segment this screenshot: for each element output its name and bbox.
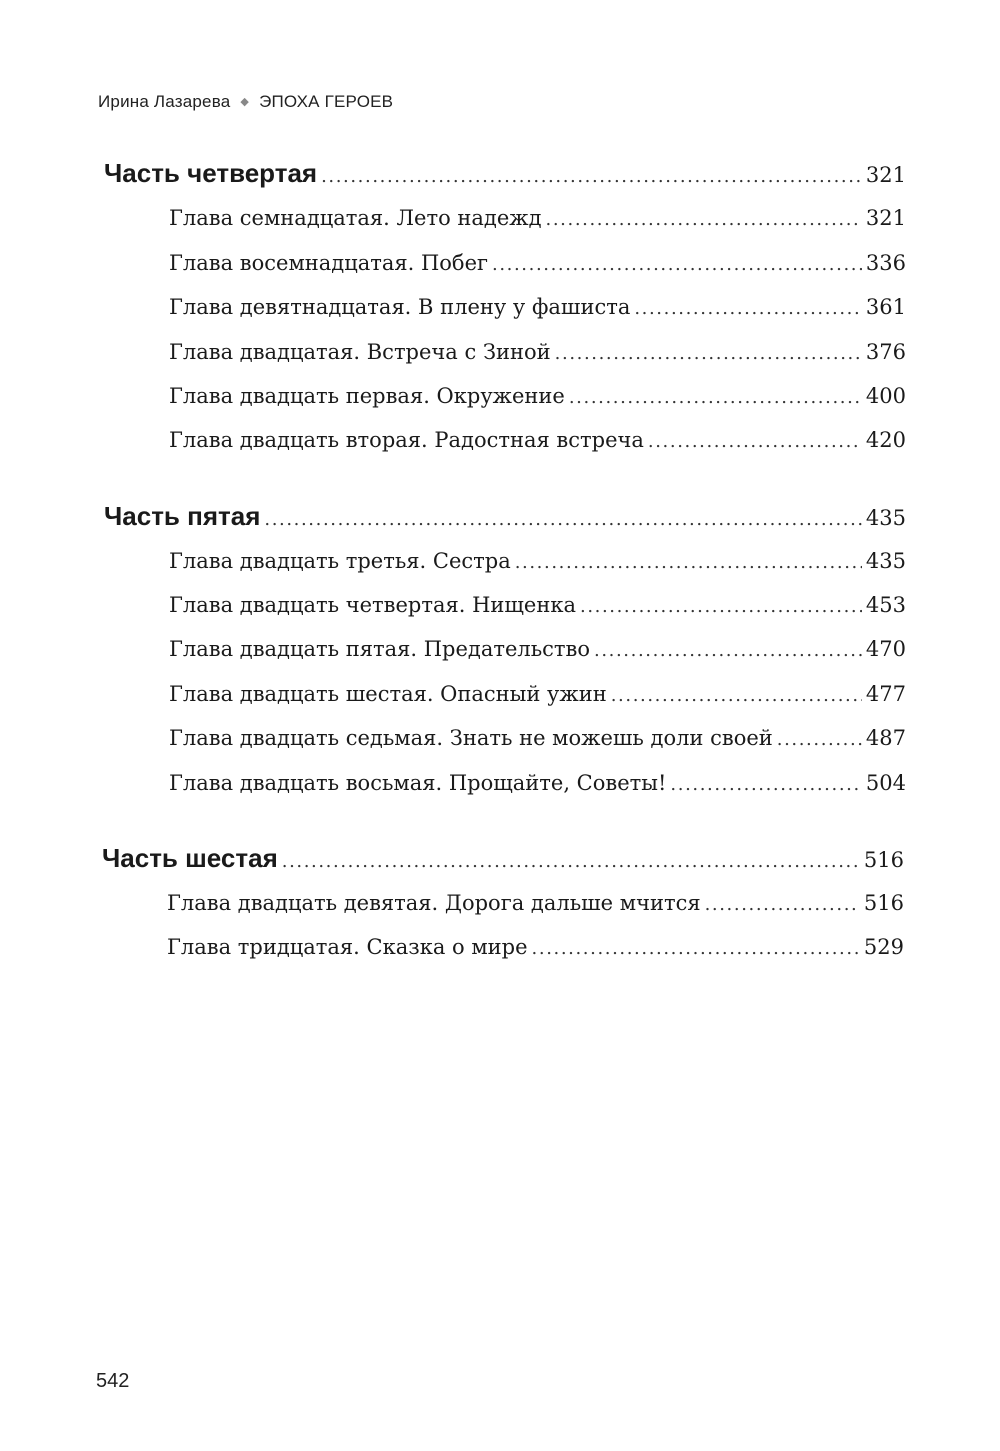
toc-chapter-title: Глава двадцать первая. Окружение xyxy=(169,384,565,408)
toc-page-number: 470 xyxy=(865,637,906,661)
leader-dots xyxy=(777,729,862,750)
toc-part-row[interactable] xyxy=(104,158,906,189)
diamond-separator-icon: ◆ xyxy=(240,96,250,108)
toc-chapter-row[interactable] xyxy=(169,549,906,573)
toc-part-title: Часть шестая xyxy=(102,843,278,873)
toc-page-number: 435 xyxy=(865,549,906,573)
leader-dots xyxy=(282,851,860,872)
toc-chapter-title: Глава двадцать девятая. Дорога дальше мчится xyxy=(167,891,701,915)
leader-dots xyxy=(569,387,862,408)
leader-dots xyxy=(492,254,862,275)
toc-chapter-title: Глава двадцать четвертая. Нищенка xyxy=(169,593,576,617)
toc-page-number: 453 xyxy=(865,593,906,617)
toc-chapter-row[interactable] xyxy=(169,384,906,408)
toc-page-number: 477 xyxy=(865,682,906,706)
toc-chapter-row[interactable] xyxy=(169,593,906,617)
header-book-title: ЭПОХА ГЕРОЕВ xyxy=(259,92,394,111)
toc-chapter-title: Глава двадцать восьмая. Прощайте, Советы! xyxy=(169,771,667,795)
page-number-folio: 542 xyxy=(96,1370,130,1392)
toc-page-number: 529 xyxy=(863,935,904,959)
leader-dots xyxy=(580,596,862,617)
header-author: Ирина Лазарева xyxy=(98,92,231,111)
toc-chapter-title: Глава двадцать седьмая. Знать не можешь доли своей xyxy=(169,726,773,750)
toc-chapter-title: Глава двадцать вторая. Радостная встреча xyxy=(169,428,644,452)
toc-part-row[interactable] xyxy=(102,843,904,874)
toc-page-number: 321 xyxy=(865,206,906,230)
toc-page-number: 516 xyxy=(863,848,904,872)
leader-dots xyxy=(611,685,862,706)
toc-chapter-row[interactable] xyxy=(169,771,906,795)
leader-dots xyxy=(532,938,860,959)
toc-chapter-row[interactable] xyxy=(169,428,906,452)
toc-chapter-row[interactable] xyxy=(167,935,904,959)
toc-part-title: Часть четвертая xyxy=(104,158,318,188)
toc-part-title: Часть пятая xyxy=(104,501,261,531)
toc-page-number: 435 xyxy=(865,506,906,530)
toc-chapter-title: Глава девятнадцатая. В плену у фашиста xyxy=(169,295,631,319)
toc-page-number: 516 xyxy=(863,891,904,915)
toc-chapter-title: Глава тридцатая. Сказка о мире xyxy=(167,935,528,959)
leader-dots xyxy=(515,552,862,573)
leader-dots xyxy=(670,774,861,795)
leader-dots xyxy=(594,640,862,661)
toc-page-number: 361 xyxy=(865,295,906,319)
leader-dots xyxy=(634,298,862,319)
toc-page-number: 400 xyxy=(865,384,906,408)
toc-page-number: 321 xyxy=(865,163,906,187)
toc-chapter-title: Глава двадцать пятая. Предательство xyxy=(169,637,591,661)
toc-page-number: 420 xyxy=(865,428,906,452)
leader-dots xyxy=(555,343,862,364)
leader-dots xyxy=(546,209,862,230)
toc-page-number: 376 xyxy=(865,340,906,364)
toc-chapter-row[interactable] xyxy=(167,891,904,915)
toc-chapter-row[interactable] xyxy=(169,340,906,364)
toc-chapter-row[interactable] xyxy=(169,682,906,706)
leader-dots xyxy=(705,894,860,915)
toc-part-row[interactable] xyxy=(104,501,906,532)
leader-dots xyxy=(321,166,862,187)
toc-page-number: 336 xyxy=(865,251,906,275)
toc-chapter-title: Глава двадцатая. Встреча с Зиной xyxy=(169,340,551,364)
toc-chapter-row[interactable] xyxy=(169,251,906,275)
toc-chapter-row[interactable] xyxy=(169,295,906,319)
toc-chapter-title: Глава семнадцатая. Лето надежд xyxy=(169,206,542,230)
toc-chapter-title: Глава двадцать шестая. Опасный ужин xyxy=(169,682,607,706)
toc-chapter-title: Глава двадцать третья. Сестра xyxy=(169,549,511,573)
toc-page-number: 504 xyxy=(865,771,906,795)
leader-dots xyxy=(264,509,862,530)
leader-dots xyxy=(648,431,862,452)
toc-page-number: 487 xyxy=(865,726,906,750)
toc-chapter-row[interactable] xyxy=(169,206,906,230)
toc-chapter-row[interactable] xyxy=(169,726,906,750)
toc-chapter-row[interactable] xyxy=(169,637,906,661)
toc-chapter-title: Глава восемнадцатая. Побег xyxy=(169,251,489,275)
